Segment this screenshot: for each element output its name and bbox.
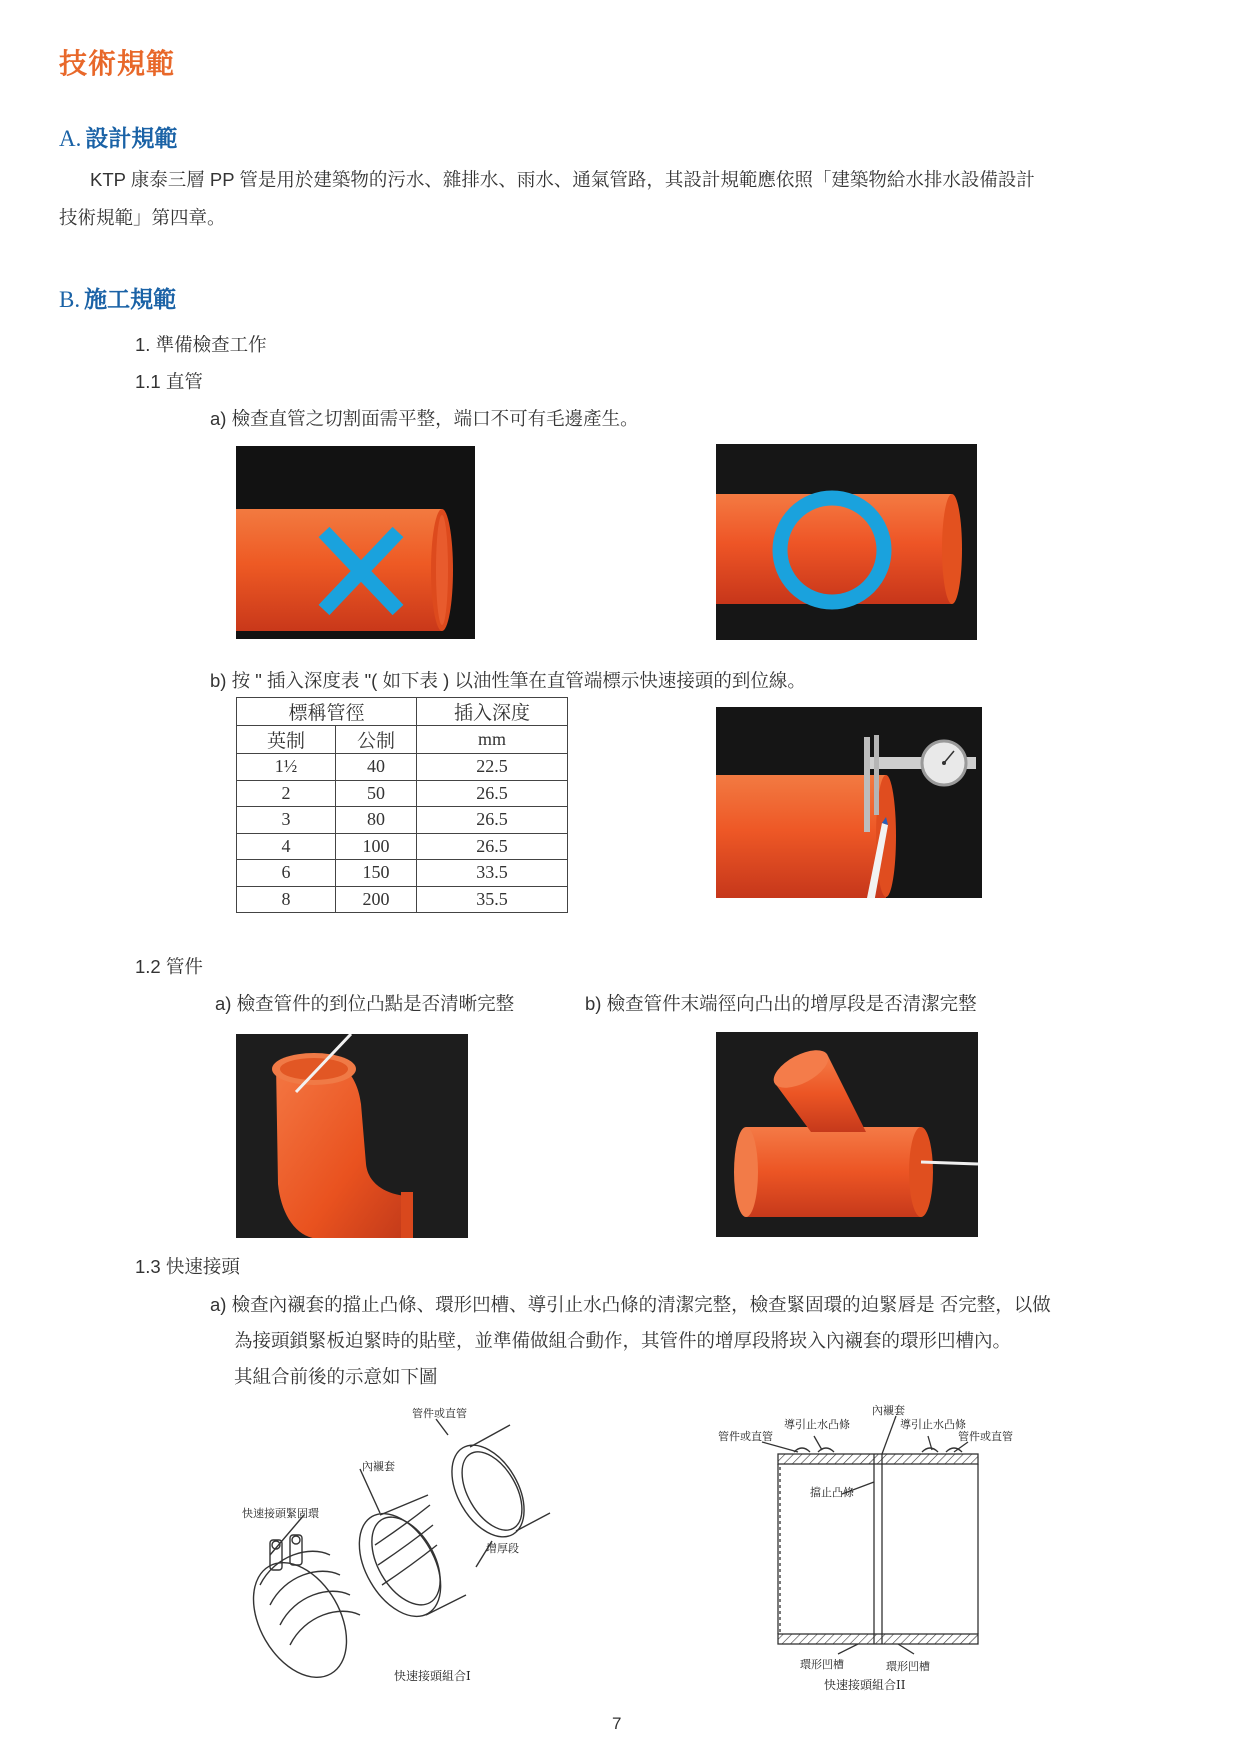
photo-elbow-fitting: [236, 1034, 468, 1238]
section-a-heading: [59, 120, 177, 153]
cell-imperial: 8: [237, 886, 336, 913]
diagram2-label-guide-right: 導引止水凸條: [900, 1418, 966, 1431]
item-1-3-a-line1: a) 檢查內襯套的擋止凸條、環形凹槽、導引止水凸條的清潔完整，檢查緊固環的迫緊唇是 否完整，以做: [210, 1294, 1051, 1315]
item-1-2-b: b) 檢查管件末端徑向凸出的增厚段是否清潔完整: [585, 993, 977, 1014]
cell-depth: 33.5: [417, 860, 568, 887]
diagram1-label-clamp: 快速接頭緊固環: [242, 1507, 319, 1520]
diagram2-label-guide-left: 導引止水凸條: [784, 1418, 850, 1431]
cell-metric: 150: [336, 860, 417, 887]
section-a-title: 設計規範: [85, 125, 178, 151]
header-insertion-depth: 插入深度: [417, 698, 568, 726]
section-a-paragraph-line1: KTP 康泰三層 PP 管是用於建築物的污水、雜排水、雨水、通氣管路，其設計規範應依照「建築物給水排水設備設計: [90, 169, 1035, 190]
section-a-letter: A.: [59, 126, 82, 151]
header-imperial: 英制: [237, 726, 336, 754]
diagram2-label-pipe-left: 管件或直管: [718, 1430, 773, 1443]
cell-metric: 100: [336, 833, 417, 860]
table-row: [237, 754, 568, 781]
photo-wye-fitting: [716, 1032, 978, 1237]
cell-depth: 35.5: [417, 886, 568, 913]
section-b-heading: [59, 281, 176, 314]
cell-imperial: 4: [237, 833, 336, 860]
diagram1-label-pipe: 管件或直管: [412, 1407, 467, 1420]
diagram2-caption: 快速接頭組合II: [824, 1678, 906, 1692]
diagram-coupling-cross-section: [718, 1402, 1038, 1692]
cell-imperial: 1½: [237, 754, 336, 781]
diagram2-label-groove-right: 環形凹槽: [886, 1660, 930, 1673]
diagram2-label-groove-left: 環形凹槽: [800, 1658, 844, 1671]
cell-depth: 22.5: [417, 754, 568, 781]
header-nominal-diameter: 標稱管徑: [237, 698, 417, 726]
page-title: 技術規範: [59, 48, 176, 79]
item-1-3-a-line3: 其組合前後的示意如下圖: [234, 1366, 438, 1387]
photo-marking-insertion-depth: [716, 707, 982, 898]
header-unit: mm: [417, 726, 568, 754]
diagram1-caption: 快速接頭組合I: [394, 1669, 471, 1683]
cell-metric: 200: [336, 886, 417, 913]
item-1-3-a-line2: 為接頭鎖緊板迫緊時的貼壁，並準備做組合動作，其管件的增厚段將崁入內襯套的環形凹槽內。: [234, 1330, 1012, 1351]
cell-metric: 40: [336, 754, 417, 781]
cell-depth: 26.5: [417, 833, 568, 860]
item-1-1-b: b) 按 " 插入深度表 "( 如下表 ) 以油性筆在直管端標示快速接頭的到位線。: [210, 670, 806, 691]
diagram2-label-liner: 內襯套: [872, 1404, 905, 1417]
photo-clean-cut-pipe: [716, 444, 977, 640]
cell-imperial: 3: [237, 807, 336, 834]
cell-metric: 80: [336, 807, 417, 834]
header-metric: 公制: [336, 726, 417, 754]
diagram-coupling-exploded: [230, 1405, 570, 1695]
insertion-depth-table: [236, 697, 568, 913]
diagram1-label-liner: 內襯套: [362, 1460, 395, 1473]
item-1: 1. 準備檢查工作: [135, 334, 267, 355]
table-row: [237, 860, 568, 887]
cell-imperial: 6: [237, 860, 336, 887]
diagram2-label-stop-rib: 擋止凸條: [810, 1486, 854, 1499]
section-b-letter: B.: [59, 287, 81, 312]
cell-imperial: 2: [237, 780, 336, 807]
table-row: [237, 807, 568, 834]
section-a-paragraph-line2: 技術規範」第四章。: [59, 207, 226, 228]
item-1-1-a: a) 檢查直管之切割面需平整，端口不可有毛邊產生。: [210, 408, 639, 429]
cell-depth: 26.5: [417, 780, 568, 807]
table-row: [237, 833, 568, 860]
item-1-3: 1.3 快速接頭: [135, 1256, 240, 1277]
cell-depth: 26.5: [417, 807, 568, 834]
table-row: [237, 780, 568, 807]
diagram1-label-thickened-section: 增厚段: [486, 1542, 519, 1555]
item-1-2: 1.2 管件: [135, 956, 203, 977]
diagram2-label-pipe-right: 管件或直管: [958, 1430, 1013, 1443]
cell-metric: 50: [336, 780, 417, 807]
section-b-title: 施工規範: [84, 286, 177, 312]
table-row: [237, 886, 568, 913]
item-1-1: 1.1 直管: [135, 371, 203, 392]
page-number: 7: [612, 1714, 622, 1733]
photo-rough-cut-pipe: [236, 446, 475, 639]
item-1-2-a: a) 檢查管件的到位凸點是否清晰完整: [215, 993, 515, 1014]
